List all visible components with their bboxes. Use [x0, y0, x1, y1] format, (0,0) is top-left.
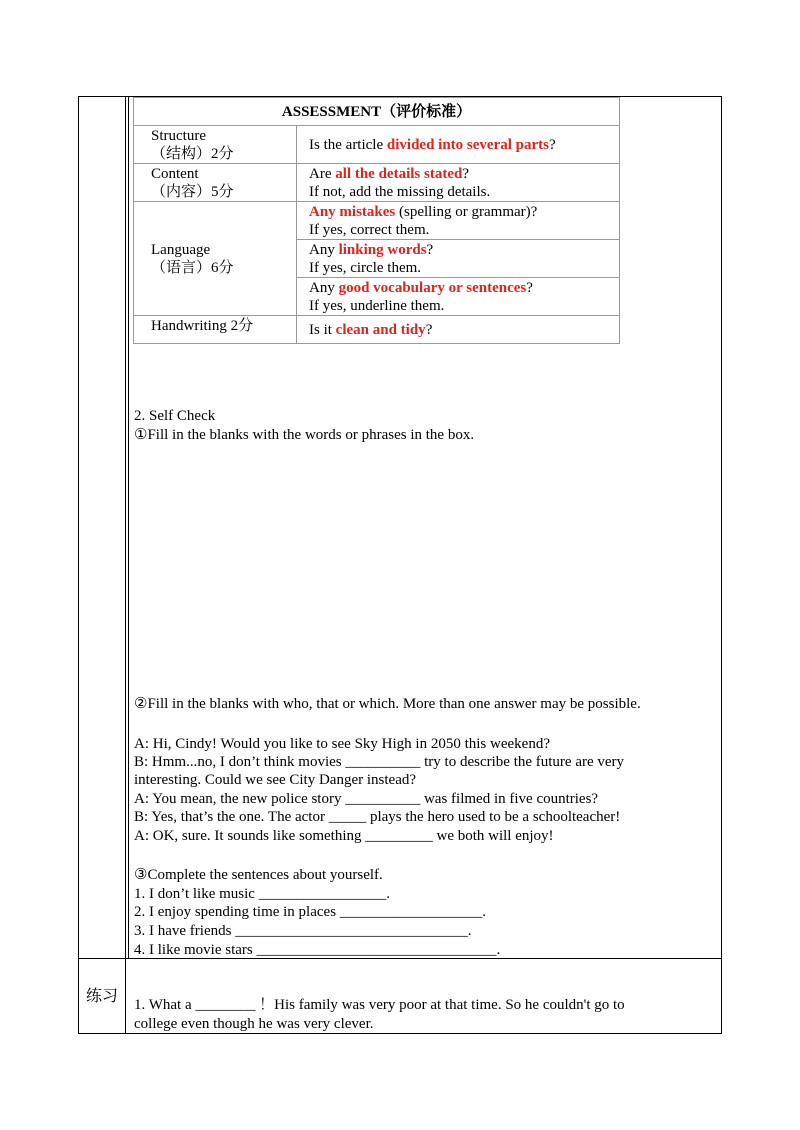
- sentence-item: 4. I like movie stars ________________________________.: [134, 942, 501, 958]
- sentence-item: 3. I have friends _______________________________.: [134, 923, 472, 939]
- self-check-heading: 2. Self Check: [134, 408, 216, 424]
- frame-right: [721, 96, 722, 1034]
- dialogue-line: interesting. Could we see City Danger instead?: [134, 772, 417, 788]
- dialogue-line: B: Yes, that’s the one. The actor _____ plays the hero used to be a schoolteacher!: [134, 809, 621, 825]
- dialogue-line: A: Hi, Cindy! Would you like to see Sky High in 2050 this weekend?: [134, 736, 550, 752]
- sentence-item: 2. I enjoy spending time in places ___________________.: [134, 904, 487, 920]
- sentence-item: 1. I don’t like music _________________.: [134, 886, 390, 902]
- practice-label: 练习: [86, 988, 119, 1005]
- task-1-instruction: ①Fill in the blanks with the words or phrases in the box.: [134, 427, 475, 443]
- criterion-content: Content （内容）5分: [134, 164, 297, 202]
- question-content: Are all the details stated? If not, add the missing details.: [297, 164, 620, 202]
- question-language-1: Any mistakes (spelling or grammar)? If yes, correct them.: [297, 202, 620, 240]
- criterion-structure: Structure （结构）2分: [134, 126, 297, 164]
- dialogue-line: B: Hmm...no, I don’t think movies __________ try to describe the future are very: [134, 754, 625, 770]
- task-2-instruction: ②Fill in the blanks with who, that or which. More than one answer may be possible.: [134, 696, 641, 712]
- dialogue-line: A: OK, sure. It sounds like something _________ we both will enjoy!: [134, 828, 554, 844]
- question-structure: Is the article divided into several parts?: [297, 126, 620, 164]
- question-language-3: Any good vocabulary or sentences? If yes, underline them.: [297, 278, 620, 316]
- dialogue-line: A: You mean, the new police story __________ was filmed in five countries?: [134, 791, 599, 807]
- frame-bottom: [78, 1033, 722, 1034]
- practice-line-1: 1. What a ________ ！His family was very poor at that time. So he couldn't go to: [134, 997, 625, 1013]
- criterion-handwriting: Handwriting 2分: [134, 316, 297, 344]
- practice-line-2: college even though he was very clever.: [134, 1016, 374, 1032]
- question-handwriting: Is it clean and tidy?: [297, 316, 620, 344]
- criterion-language: Language （语言）6分: [134, 202, 297, 316]
- frame-left: [78, 96, 79, 1034]
- frame-col-divider-2: [128, 96, 129, 958]
- assessment-header: ASSESSMENT（评价标准）: [134, 98, 620, 126]
- question-language-2: Any linking words? If yes, circle them.: [297, 240, 620, 278]
- assessment-table: [133, 97, 620, 344]
- task-3-instruction: ③Complete the sentences about yourself.: [134, 867, 383, 883]
- frame-col-divider: [125, 96, 126, 1034]
